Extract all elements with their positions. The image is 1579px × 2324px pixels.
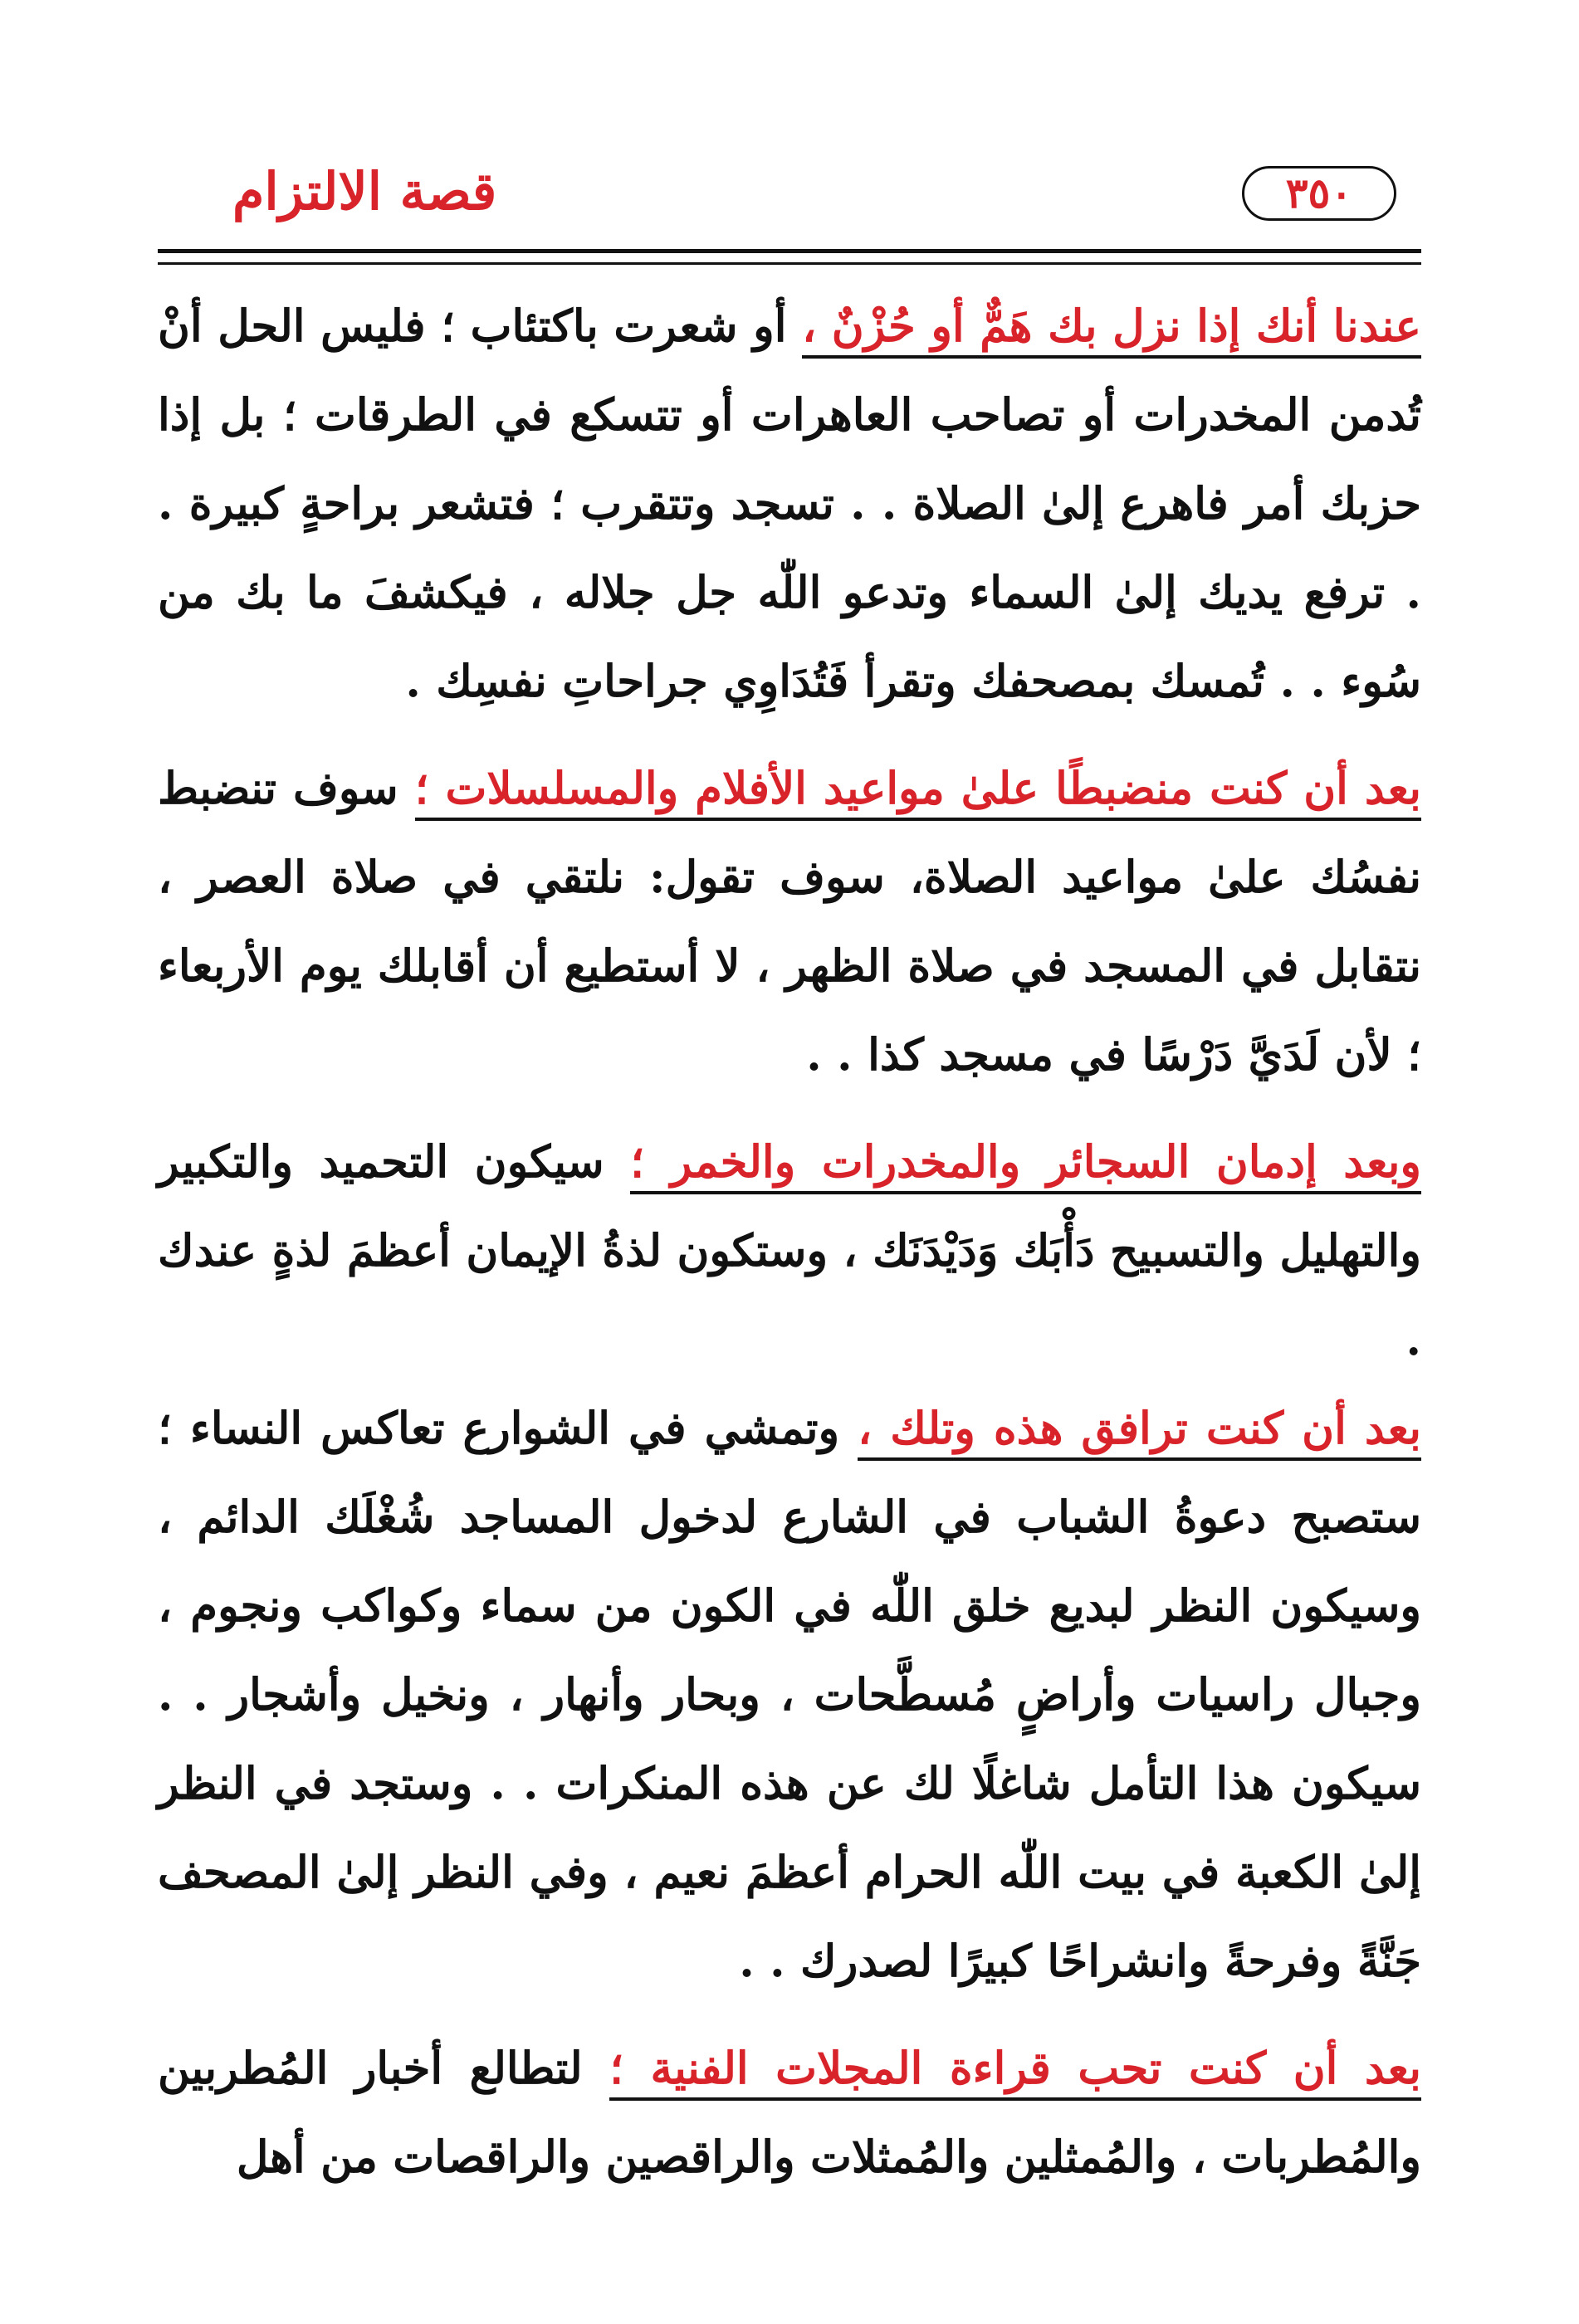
paragraph-text: وتمشي في الشوارع تعاكس النساء ؛ ستصبح دعوةُ الشباب في الشارع لدخول المساجد شُغْلَك الدائم ، وسيكون النظر لبديع خلق اللّٰه في الكون من سماء وكواكب ونجوم ، وجبال راسيات وأراضٍ مُسطَّحات ، وبحار وأنهار ، ونخيل وأشجار . . سيكون هذا التأمل شاغلًا لك عن هذه المنكرات . . وستجد في النظر إلىٰ الكعبة في بيت اللّٰه الحرام أعظمَ نعيم ، وفي النظر إلىٰ المصحف جَنَّةً وفرحةً وانشراحًا كبيرًا لصدرك . . xyxy=(158,1403,1421,1987)
highlighted-phrase: وبعد إدمان السجائر والمخدرات والخمر ؛ xyxy=(630,1136,1421,1194)
page-header xyxy=(158,139,1421,231)
highlighted-phrase: بعد أن كنت تحب قراءة المجلات الفنية ؛ xyxy=(609,2043,1421,2101)
highlighted-phrase: بعد أن كنت منضبطًا علىٰ مواعيد الأفلام والمسلسلات ؛ xyxy=(415,763,1421,821)
paragraph-text: سوف تنضبط نفسُك علىٰ مواعيد الصلاة، سوف تقول: نلتقي في صلاة العصر ، نتقابل في المسجد في صلاة الظهر ، لا أستطيع أن أقابلك يوم الأربعاء ؛ لأن لَدَيَّ دَرْسًا في مسجد كذا . . xyxy=(158,763,1421,1081)
paragraph-text: أو شعرت باكتئاب ؛ فليس الحل أنْ تُدمن المخدرات أو تصاحب العاهرات أو تتسكع في الطرقات ؛ بل إذا حزبك أمر فاهرع إلىٰ الصلاة . . تسجد وتتقرب ؛ فتشعر براحةٍ كبيرة . . ترفع يديك إلىٰ السماء وتدعو اللّٰه جل جلاله ، فيكشفَ ما بك من سُوء . . تُمسك بمصحفك وتقرأ فَتُدَاوِي جراحاتِ نفسِك . xyxy=(158,300,1421,707)
book-title: قصة الالتزام xyxy=(232,161,497,222)
paragraph xyxy=(158,1384,1421,2006)
header-rule-thin xyxy=(158,262,1421,265)
paragraph xyxy=(158,1118,1421,1384)
paragraph xyxy=(158,745,1421,1100)
paragraph-text: سيكون التحميد والتكبير والتهليل والتسبيح دَأْبَك وَدَيْدَنَك ، وستكون لذةُ الإيمان أعظمَ لذةٍ عندك . xyxy=(158,1136,1421,1365)
paragraph xyxy=(158,2024,1421,2202)
highlighted-phrase: بعد أن كنت ترافق هذه وتلك ، xyxy=(858,1403,1421,1461)
paragraph-text: لتطالع أخبار المُطربين والمُطربات ، والمُمثلين والمُمثلات والراقصين والراقصات من أهل xyxy=(158,2043,1421,2183)
paragraph xyxy=(158,282,1421,726)
page-body xyxy=(158,282,1421,2220)
header-rule-thick xyxy=(158,249,1421,253)
page-number: ٣٥٠ xyxy=(1242,166,1396,221)
highlighted-phrase: عندنا أنك إذا نزل بك هَمٌّ أو حُزْنٌ ، xyxy=(802,300,1421,359)
